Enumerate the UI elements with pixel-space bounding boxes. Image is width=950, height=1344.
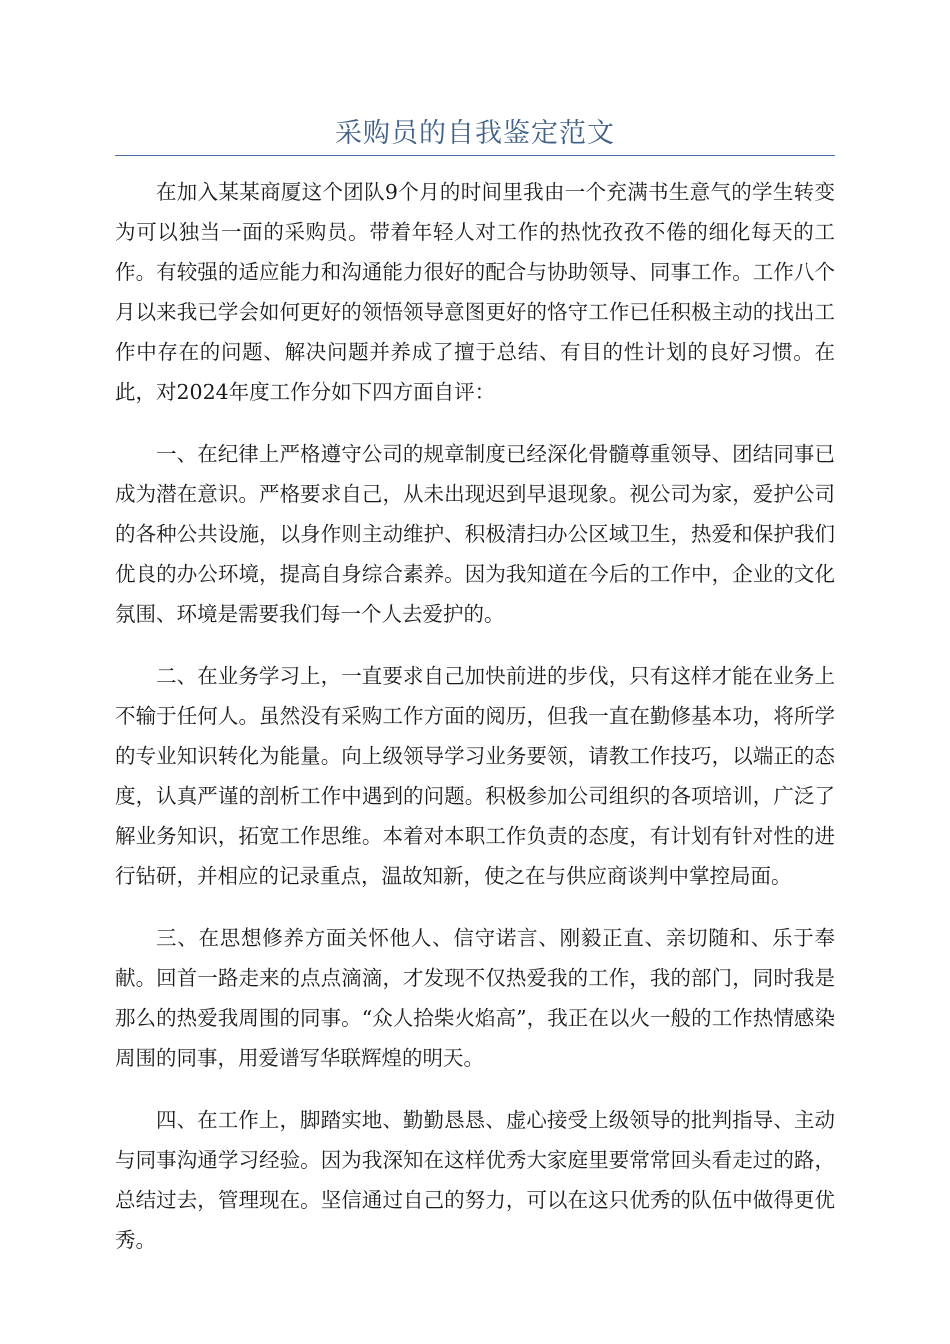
document-title: 采购员的自我鉴定范文 [335,118,615,149]
paragraph-discipline: 一、在纪律上严格遵守公司的规章制度已经深化骨髓尊重领导、团结同事已成为潜在意识。严格要求自己，从未出现迟到早退现象。视公司为家，爱护公司的各种公共设施，以身作则主动维护、积极清扫办公区域卫生，热爱和保护我们优良的办公环境，提高自身综合素养。因为我知道在今后的工作中，企业的文化氛围、环境是需要我们每一个人去爱护的。 [115,442,835,626]
paragraph-business-study: 二、在业务学习上，一直要求自己加快前进的步伐，只有这样才能在业务上不输于任何人。虽然没有采购工作方面的阅历，但我一直在勤修基本功，将所学的专业知识转化为能量。向上级领导学习业务要领，请教工作技巧，以端正的态度，认真严谨的剖析工作中遇到的问题。积极参加公司组织的各项培训，广泛了解业务知识，拓宽工作思维。本着对本职工作负责的态度，有计划有针对性的进行钻研，并相应的记录重点，温故知新，使之在与供应商谈判中掌控局面。 [115,664,835,888]
document-body [115,172,835,1282]
intro-paragraph: 在加入某某商厦这个团队9个月的时间里我由一个充满书生意气的学生转变为可以独当一面的采购员。带着年轻人对工作的热忱孜孜不倦的细化每天的工作。有较强的适应能力和沟通能力很好的配合与协助领导、同事工作。工作八个月以来我已学会如何更好的领悟领导意图更好的恪守工作已任积极主动的找出工作中存在的问题、解决问题并养成了擅于总结、有目的性计划的良好习惯。在此，对2024年度工作分如下四方面自评： [115,180,835,404]
paragraph-ideology: 三、在思想修养方面关怀他人、信守诺言、刚毅正直、亲切随和、乐于奉献。回首一路走来的点点滴滴，才发现不仅热爱我的工作，我的部门，同时我是那么的热爱我周围的同事。“众人拾柴火焰高”，我正在以火一般的工作热情感染周围的同事，用爱谱写华联辉煌的明天。 [115,926,835,1070]
paragraph-work: 四、在工作上，脚踏实地、勤勤恳恳、虚心接受上级领导的批判指导、主动与同事沟通学习经验。因为我深知在这样优秀大家庭里要常常回头看走过的路，总结过去，管理现在。坚信通过自己的努力，可以在这只优秀的队伍中做得更优秀。 [115,1108,835,1252]
title-underline [115,155,835,156]
